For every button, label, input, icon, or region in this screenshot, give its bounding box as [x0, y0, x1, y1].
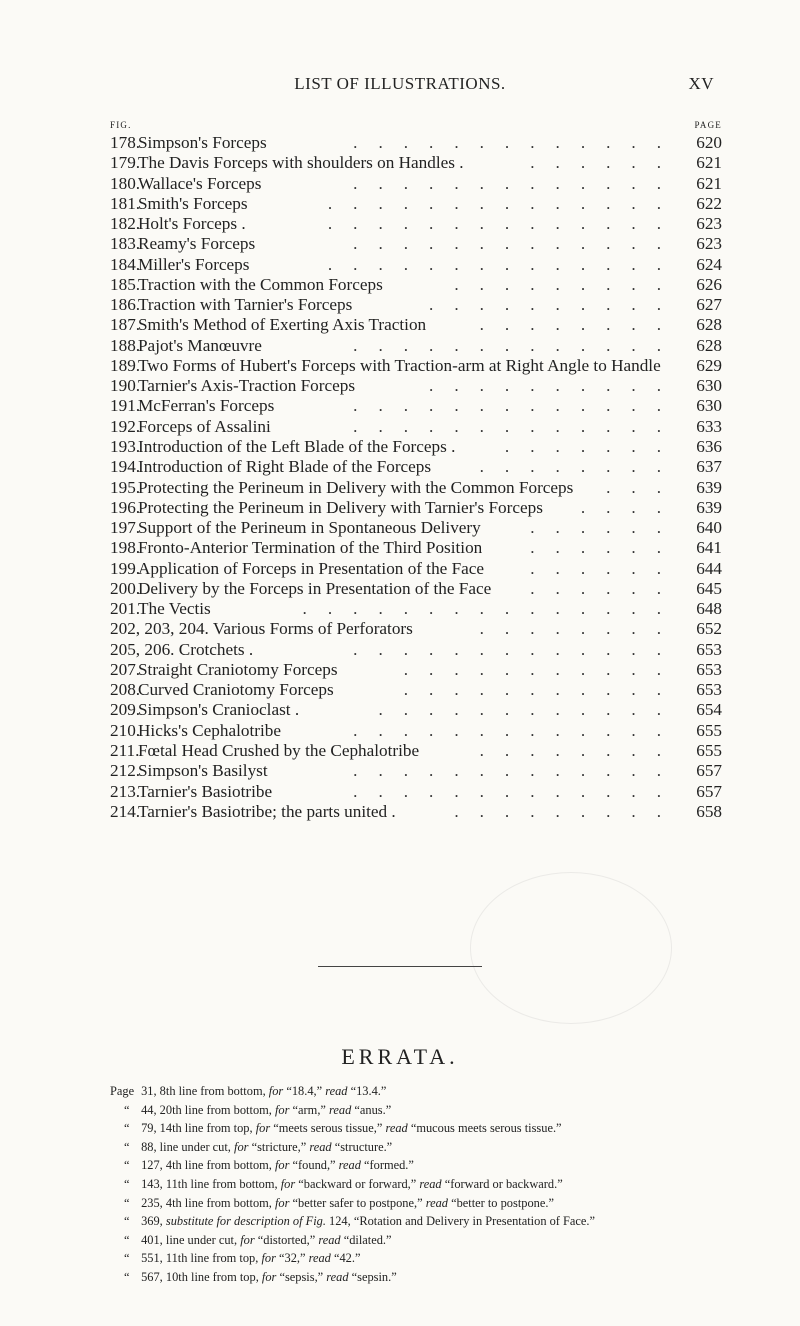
list-item	[110, 579, 722, 599]
list-item	[110, 680, 722, 700]
errata-text: “stricture,”	[248, 1139, 310, 1154]
list-item	[110, 660, 722, 680]
figure-page: 657	[696, 781, 722, 801]
errata-lead: “	[124, 1269, 130, 1284]
figure-number: 191.	[110, 396, 141, 416]
leader-dots: ..............	[327, 214, 682, 234]
leader-dots: ..........	[429, 376, 682, 396]
list-item	[110, 437, 722, 457]
leader-dots: ........	[479, 619, 682, 639]
figure-title: Protecting the Perineum in Delivery with Tarnier's Forceps	[138, 497, 543, 517]
list-item	[110, 599, 722, 619]
errata-text: 88, line under cut,	[138, 1139, 235, 1154]
errata-keyword: read	[338, 1158, 361, 1173]
errata-text: 44, 20th line from bottom,	[138, 1102, 275, 1117]
figure-title: Fœtal Head Crushed by the Cephalotribe	[138, 740, 420, 760]
errata-lead: “	[124, 1232, 130, 1247]
errata-keyword: read	[318, 1232, 341, 1247]
figure-page: 652	[696, 619, 722, 639]
figure-page: 623	[696, 214, 722, 234]
figure-title: Introduction of Right Blade of the Forceps	[138, 457, 432, 477]
list-item	[110, 356, 722, 376]
list-item	[110, 721, 722, 741]
figure-page: 620	[696, 133, 722, 152]
errata-keyword: read	[308, 1251, 331, 1266]
figure-page: 648	[696, 599, 722, 619]
figure-page: 623	[696, 234, 722, 254]
errata-entry	[110, 1101, 750, 1120]
leader-dots: .............	[353, 639, 682, 659]
errata-keyword: for	[234, 1139, 249, 1154]
figure-number: 186.	[110, 295, 141, 315]
leader-dots: ......	[530, 558, 682, 578]
figure-page: 655	[696, 720, 722, 740]
figure-title: Two Forms of Hubert's Forceps with Traction-arm at Right Angle to Handle	[138, 355, 661, 375]
list-item	[110, 619, 722, 639]
errata-keyword: read	[425, 1195, 448, 1210]
errata-lead: “	[124, 1102, 130, 1117]
figure-page: 641	[696, 538, 722, 558]
leader-dots: .............	[353, 335, 682, 355]
leader-dots: ......	[530, 578, 682, 598]
figure-title: Introduction of the Left Blade of the Forceps .	[138, 436, 456, 456]
leader-dots: ...............	[302, 599, 682, 619]
list-item	[110, 234, 722, 254]
figure-number: 195.	[110, 477, 141, 497]
figure-number: 198.	[110, 538, 141, 558]
figure-page: 644	[696, 558, 722, 578]
errata-text: “mucous meets serous tissue.”	[407, 1121, 562, 1136]
figure-page: 640	[696, 518, 722, 538]
leader-dots: .............	[353, 781, 682, 801]
list-item	[110, 498, 722, 518]
errata-keyword: read	[326, 1269, 349, 1284]
figure-page: 624	[696, 254, 722, 274]
figure-number: 193.	[110, 436, 141, 456]
list-item	[110, 782, 722, 802]
leader-dots: ......	[530, 518, 682, 538]
errata-keyword: for	[274, 1195, 290, 1210]
figure-number: 208.	[110, 680, 141, 700]
list-item	[110, 336, 722, 356]
errata-text: “meets serous tissue,”	[270, 1121, 386, 1136]
figure-number: 210.	[110, 720, 141, 740]
figure-page: 622	[696, 193, 722, 213]
figure-number: 190.	[110, 376, 141, 396]
errata-text: “formed.”	[360, 1158, 414, 1173]
figure-number: 197.	[110, 518, 141, 538]
figure-page: 628	[696, 315, 722, 335]
figure-title: Simpson's Forceps	[138, 133, 267, 152]
errata-keyword: for	[240, 1232, 255, 1247]
leader-dots: ............	[378, 700, 682, 720]
errata-text: 551, 11th line from top,	[138, 1251, 262, 1266]
list-item	[110, 518, 722, 538]
figure-number: 199.	[110, 558, 141, 578]
list-item	[110, 802, 722, 822]
errata-keyword: read	[385, 1121, 408, 1136]
errata-text: “structure.”	[331, 1139, 393, 1154]
list-item	[110, 396, 722, 416]
figure-number: 211.	[110, 740, 140, 760]
errata-entry	[110, 1119, 750, 1138]
list-item	[110, 457, 722, 477]
figure-number: 207.	[110, 659, 141, 679]
figure-title: Smith's Forceps	[138, 193, 248, 213]
figure-number: 181.	[110, 193, 141, 213]
figure-page: 653	[696, 659, 722, 679]
errata-text: “better to postpone.”	[447, 1195, 554, 1210]
errata-text: 143, 11th line from bottom,	[138, 1176, 281, 1191]
errata-text: “forward or backward.”	[441, 1176, 563, 1191]
figure-number: 189.	[110, 355, 141, 375]
figure-page: 621	[696, 153, 722, 173]
illustration-list	[110, 133, 722, 822]
errata-text: 31, 8th line from bottom,	[138, 1084, 269, 1098]
list-item	[110, 761, 722, 781]
errata-text: “dilated.”	[340, 1232, 392, 1247]
figure-page: 630	[696, 396, 722, 416]
list-item	[110, 194, 722, 214]
errata-list	[110, 1082, 750, 1287]
errata-text: 124, “Rotation and Delivery in Presentation of Face.”	[325, 1214, 596, 1229]
figure-number: 212.	[110, 761, 141, 781]
figure-page: 630	[696, 376, 722, 396]
figure-number: 194.	[110, 457, 141, 477]
leader-dots: .............	[353, 133, 682, 152]
leader-dots: ........	[479, 315, 682, 335]
list-item	[110, 133, 722, 153]
errata-lead: “	[124, 1139, 130, 1154]
errata-entry	[110, 1268, 750, 1287]
errata-text: “arm,”	[289, 1102, 330, 1117]
figure-number: 184.	[110, 254, 141, 274]
errata-entry	[110, 1138, 750, 1157]
figure-title: 202, 203, 204. Various Forms of Perforators	[110, 619, 413, 639]
leader-dots: ........	[479, 740, 682, 760]
figure-page: 653	[696, 680, 722, 700]
figure-page: 639	[696, 497, 722, 517]
leader-dots: .............	[353, 761, 682, 781]
errata-text: “sepsis,”	[276, 1269, 327, 1284]
errata-entry	[110, 1249, 750, 1268]
list-item	[110, 376, 722, 396]
errata-text: “anus.”	[351, 1102, 392, 1117]
leader-dots: ......	[530, 153, 682, 173]
errata-keyword: substitute for description of Fig.	[165, 1214, 326, 1229]
list-item	[110, 741, 722, 761]
errata-text: 401, line under cut,	[138, 1232, 241, 1247]
figure-page: 658	[696, 801, 722, 821]
figure-title: Protecting the Perineum in Delivery with the Common Forceps	[138, 477, 574, 497]
list-item	[110, 315, 722, 335]
errata-text: “18.4,”	[283, 1084, 326, 1098]
figure-number: 178.	[110, 133, 141, 152]
figure-title: Pajot's Manœuvre	[138, 335, 262, 355]
errata-text: “32,”	[275, 1251, 309, 1266]
errata-text: 235, 4th line from bottom,	[138, 1195, 275, 1210]
list-item	[110, 538, 722, 558]
errata-text: 79, 14th line from top,	[138, 1121, 256, 1136]
list-item	[110, 153, 722, 173]
figure-title: Traction with the Common Forceps	[138, 274, 383, 294]
figure-title: The Davis Forceps with shoulders on Handles .	[138, 153, 464, 173]
leader-dots: .............	[353, 416, 682, 436]
figure-number: 192.	[110, 416, 141, 436]
separator-rule	[318, 966, 482, 967]
errata-keyword: for	[261, 1251, 276, 1266]
figure-page: 633	[696, 416, 722, 436]
errata-keyword: read	[329, 1102, 352, 1117]
errata-text: 127, 4th line from bottom,	[138, 1158, 275, 1173]
page-number: XV	[688, 74, 714, 93]
figure-number: 213.	[110, 781, 141, 801]
errata-keyword: for	[255, 1121, 271, 1136]
figure-title: Forceps of Assalini	[138, 416, 271, 436]
figure-title: Application of Forceps in Presentation of the Face	[138, 558, 485, 578]
figure-page: 626	[696, 274, 722, 294]
page-header	[0, 74, 800, 96]
errata-lead: “	[124, 1214, 130, 1229]
fig-column-head: FIG.	[110, 120, 132, 130]
figure-page: 636	[696, 436, 722, 456]
figure-title: Tarnier's Basiotribe; the parts united .	[138, 801, 396, 821]
figure-number: 183.	[110, 234, 141, 254]
errata-text: “13.4.”	[347, 1084, 387, 1098]
figure-title: Tarnier's Basiotribe	[138, 781, 273, 801]
errata-entry	[110, 1082, 750, 1101]
errata-lead: “	[124, 1195, 130, 1210]
errata-text: “42.”	[330, 1251, 361, 1266]
figure-number: 200.	[110, 578, 141, 598]
leader-dots: .........	[454, 801, 682, 821]
figure-number: 182.	[110, 214, 141, 234]
figure-page: 629	[696, 355, 722, 375]
errata-text: “distorted,”	[254, 1232, 319, 1247]
errata-text: “found,”	[289, 1158, 339, 1173]
errata-text: “sepsin.”	[348, 1269, 397, 1284]
figure-page: 654	[696, 700, 722, 720]
figure-number: 214.	[110, 801, 141, 821]
errata-keyword: for	[268, 1084, 284, 1098]
leader-dots: .........	[454, 274, 682, 294]
figure-number: 187.	[110, 315, 141, 335]
leader-dots: .............	[353, 720, 682, 740]
figure-title: The Vectis	[138, 599, 211, 619]
figure-title: Curved Craniotomy Forceps	[138, 680, 334, 700]
leader-dots: .............	[353, 173, 682, 193]
list-item	[110, 700, 722, 720]
figure-title: Fronto-Anterior Termination of the Third Position	[138, 538, 483, 558]
figure-page: 655	[696, 740, 722, 760]
figure-title: Delivery by the Forceps in Presentation of the Face	[138, 578, 492, 598]
figure-title: Tarnier's Axis-Traction Forceps	[138, 376, 356, 396]
figure-number: 196.	[110, 497, 141, 517]
leader-dots: ..........	[429, 295, 682, 315]
errata-lead: Page	[110, 1084, 135, 1098]
errata-text: “backward or forward,”	[295, 1176, 420, 1191]
figure-title: Simpson's Cranioclast .	[138, 700, 300, 720]
list-item	[110, 640, 722, 660]
leader-dots: ......	[530, 538, 682, 558]
figure-title: Hicks's Cephalotribe	[138, 720, 281, 740]
errata-keyword: read	[325, 1084, 348, 1098]
leader-dots: ...........	[403, 680, 682, 700]
list-item	[110, 295, 722, 315]
figure-title: Holt's Forceps .	[138, 214, 246, 234]
errata-entry	[110, 1231, 750, 1250]
figure-title: Miller's Forceps	[138, 254, 250, 274]
errata-lead: “	[124, 1121, 130, 1136]
errata-keyword: for	[280, 1176, 296, 1191]
figure-number: 179.	[110, 153, 141, 173]
errata-text: 567, 10th line from top,	[138, 1269, 262, 1284]
errata-entry	[110, 1156, 750, 1175]
leader-dots: ...........	[403, 659, 682, 679]
errata-keyword: read	[419, 1176, 442, 1191]
errata-keyword: read	[309, 1139, 332, 1154]
figure-page: 645	[696, 578, 722, 598]
list-item	[110, 478, 722, 498]
figure-title: Traction with Tarnier's Forceps	[138, 295, 353, 315]
figure-title: Straight Craniotomy Forceps	[138, 659, 338, 679]
figure-page: 621	[696, 173, 722, 193]
figure-title: Smith's Method of Exerting Axis Traction	[138, 315, 427, 335]
figure-page: 639	[696, 477, 722, 497]
leader-dots: .............	[353, 234, 682, 254]
leader-dots: ..............	[327, 193, 682, 213]
errata-keyword: for	[261, 1269, 277, 1284]
list-item	[110, 174, 722, 194]
figure-title: Support of the Perineum in Spontaneous Delivery	[138, 518, 481, 538]
figure-number: 209.	[110, 700, 141, 720]
errata-entry	[110, 1175, 750, 1194]
library-stamp	[470, 872, 672, 1024]
figure-title: Reamy's Forceps	[138, 234, 256, 254]
errata-keyword: for	[274, 1102, 290, 1117]
errata-heading: ERRATA.	[341, 1044, 459, 1069]
figure-title: Wallace's Forceps	[138, 173, 262, 193]
column-headings	[110, 120, 722, 130]
list-item	[110, 275, 722, 295]
figure-page: 627	[696, 295, 722, 315]
leader-dots: ..............	[327, 254, 682, 274]
leader-dots: ...	[606, 477, 682, 497]
page-column-head: PAGE	[694, 120, 722, 130]
errata-lead: “	[124, 1158, 130, 1173]
figure-page: 628	[696, 335, 722, 355]
figure-title: 205, 206. Crotchets .	[110, 639, 254, 659]
figure-number: 188.	[110, 335, 141, 355]
figure-number: 201.	[110, 599, 141, 619]
errata-text: 369,	[138, 1214, 166, 1229]
errata-lead: “	[124, 1176, 130, 1191]
errata-text: “better safer to postpone,”	[289, 1195, 426, 1210]
leader-dots: .......	[504, 436, 682, 456]
errata-keyword: for	[274, 1158, 290, 1173]
figure-number: 180.	[110, 173, 141, 193]
list-item	[110, 559, 722, 579]
list-item	[110, 417, 722, 437]
leader-dots: ....	[580, 497, 682, 517]
leader-dots: .............	[353, 396, 682, 416]
list-item	[110, 214, 722, 234]
list-item	[110, 255, 722, 275]
errata-entry	[110, 1212, 750, 1231]
figure-title: Simpson's Basilyst	[138, 761, 268, 781]
figure-title: McFerran's Forceps	[138, 396, 275, 416]
errata-lead: “	[124, 1251, 130, 1266]
errata-entry	[110, 1194, 750, 1213]
figure-page: 657	[696, 761, 722, 781]
running-title: LIST OF ILLUSTRATIONS.	[294, 74, 506, 93]
figure-number: 185.	[110, 274, 141, 294]
leader-dots: ........	[479, 457, 682, 477]
figure-page: 637	[696, 457, 722, 477]
figure-page: 653	[696, 639, 722, 659]
